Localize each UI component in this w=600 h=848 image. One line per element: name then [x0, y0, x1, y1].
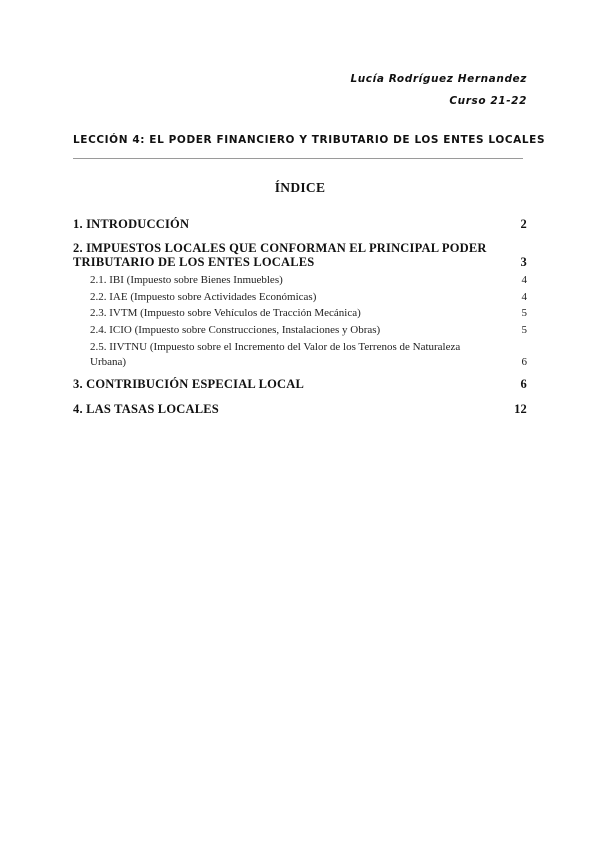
toc-entry-title-line2: Urbana) [90, 356, 127, 368]
toc-entry-title: 4. LAS TASAS LOCALES [73, 402, 219, 416]
toc-entry-page: 4 [521, 274, 527, 286]
title-divider [73, 158, 523, 159]
toc-entry-page: 12 [514, 402, 527, 416]
toc-entry-page: 4 [521, 291, 527, 303]
toc-entry-title-line1: 2.5. IIVTNU (Impuesto sobre el Incremento del Valor de los Terrenos de Naturaleza [90, 341, 461, 353]
toc-entry-title-line2: TRIBUTARIO DE LOS ENTES LOCALES [73, 255, 315, 269]
toc-entry-title: 2.3. IVTM (Impuesto sobre Vehículos de Tracción Mecánica) [90, 307, 361, 319]
course-year: Curso 21-22 [449, 95, 527, 107]
toc-entry-title: 2.4. ICIO (Impuesto sobre Construcciones, Instalaciones y Obras) [90, 324, 381, 336]
toc-entry-title: 1. INTRODUCCIÓN [73, 217, 190, 231]
index-heading: ÍNDICE [274, 180, 326, 195]
toc-entry-title: 2.2. IAE (Impuesto sobre Actividades Económicas) [90, 291, 317, 303]
toc-entry-title: 2.1. IBI (Impuesto sobre Bienes Inmuebles) [90, 274, 283, 286]
toc-entry-page: 5 [521, 324, 527, 336]
toc-entry-page: 6 [521, 356, 527, 368]
lesson-title: LECCIÓN 4: EL PODER FINANCIERO Y TRIBUTARIO DE LOS ENTES LOCALES [73, 134, 546, 146]
toc-entry-page: 3 [520, 255, 527, 269]
toc-entry-page: 6 [520, 377, 527, 391]
toc-entry-title-line1: 2. IMPUESTOS LOCALES QUE CONFORMAN EL PRINCIPAL PODER [73, 241, 487, 255]
toc-entry-title: 3. CONTRIBUCIÓN ESPECIAL LOCAL [73, 377, 305, 391]
toc-entry-page: 5 [521, 307, 527, 319]
toc-entry-page: 2 [520, 217, 527, 231]
author-name: Lucía Rodríguez Hernandez [350, 73, 527, 85]
